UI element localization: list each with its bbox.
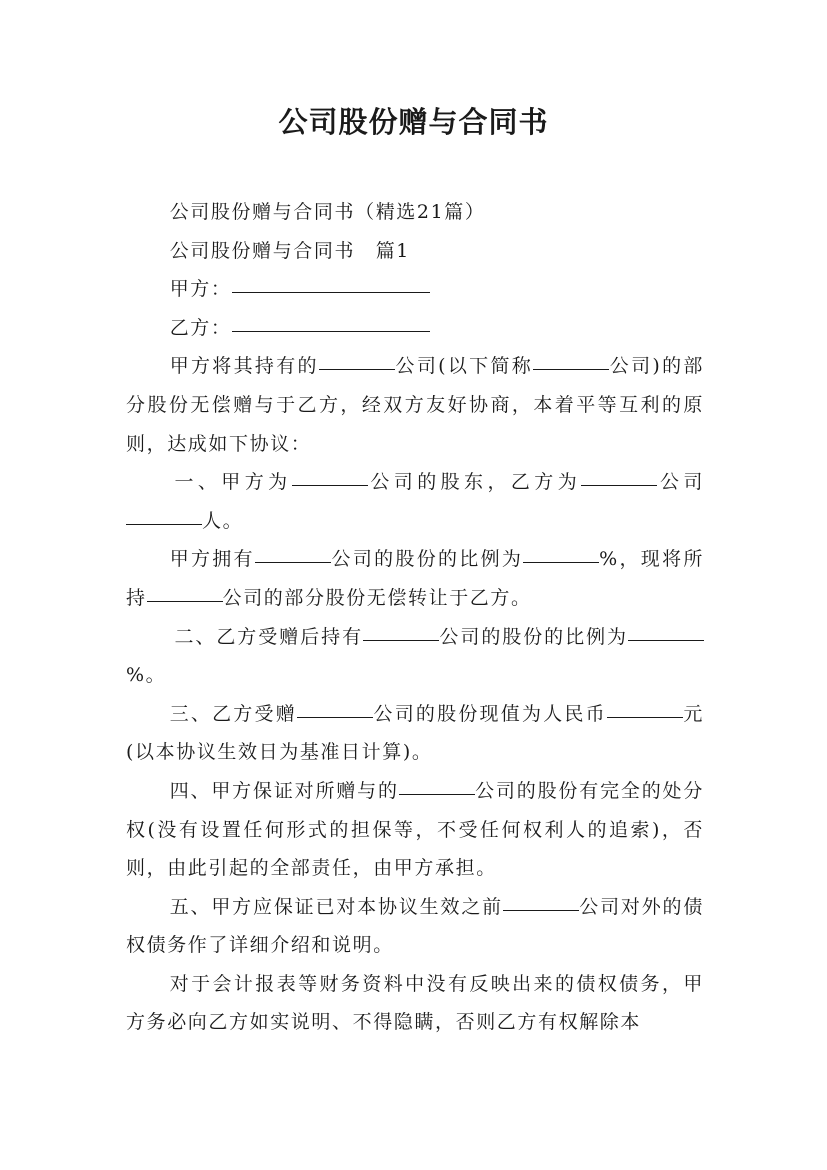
text-span: 公司的部分股份无偿转让于乙方。 [222, 586, 532, 609]
paragraph-section-heading: 公司股份赠与合同书 篇1 [169, 239, 410, 262]
text-span: 公司对外的债权债务作了详细介绍和说明。 [126, 895, 704, 957]
text-span: 公司的股份的比例为 [330, 548, 524, 571]
text-span: 公司的股份有完全的处分权(没有设置任何形式的担保等，不受任何权利人的追索)，否则，由此引起的全部责任，由甲方承担。 [126, 779, 704, 880]
fill-blank [581, 465, 657, 486]
text-span: 公司 [657, 471, 704, 494]
paragraph-clause-5 [126, 888, 704, 965]
fill-blank [607, 697, 683, 718]
text-span: 四、甲方保证对所赠与的 [169, 779, 399, 802]
text-span: 一、甲方为 [174, 471, 292, 494]
fill-blank [292, 465, 368, 486]
document-body [126, 193, 704, 1042]
paragraph-clause-5-detail: 对于会计报表等财务资料中没有反映出来的债权债务，甲方务必向乙方如实说明、不得隐瞒，否则乙方有权解除本 [126, 972, 704, 1034]
party-a-blank [232, 272, 430, 293]
text-span: 公司的股东，乙方为 [367, 471, 582, 494]
text-span: 甲方将其持有的 [169, 355, 319, 378]
fill-blank [319, 349, 395, 370]
text-span: 五、甲方应保证已对本协议生效之前 [169, 895, 503, 918]
paragraph-clause-4 [126, 772, 704, 888]
party-a-label: 甲方： [169, 278, 232, 301]
text-span: 公司的股份现值为人民币 [372, 702, 607, 725]
fill-blank [628, 620, 704, 641]
text-span: 公司)的部分股份无偿赠与于乙方，经双方友好协商，本着平等互利的原则，达成如下协议： [126, 355, 704, 455]
text-span: %，现将所持 [126, 548, 704, 609]
paragraph-clause-1 [126, 463, 704, 540]
paragraph-clause-3 [126, 695, 704, 772]
fill-blank [363, 620, 439, 641]
fill-blank [523, 542, 599, 563]
text-span: 公司(以下简称 [394, 355, 534, 378]
fill-blank [147, 581, 223, 602]
fill-blank [297, 697, 373, 718]
paragraph-clause-1-detail [126, 540, 704, 617]
paragraph-party-a [126, 270, 704, 309]
text-span: 元(以本协议生效日为基准日计算)。 [126, 702, 704, 764]
paragraph-preamble [126, 347, 704, 463]
text-span: 公司的股份的比例为 [439, 625, 629, 648]
text-span: 三、乙方受赠 [169, 702, 297, 725]
text-span: %。 [126, 664, 167, 687]
fill-blank [533, 349, 609, 370]
text-span: 甲方拥有 [169, 548, 255, 571]
document-title: 公司股份赠与合同书 [278, 105, 549, 139]
text-span: 人。 [202, 509, 244, 532]
paragraph-subtitle: 公司股份赠与合同书（精选21篇） [169, 201, 486, 223]
fill-blank [399, 774, 475, 795]
fill-blank [126, 504, 202, 525]
paragraph-party-b [126, 309, 704, 348]
party-b-blank [232, 311, 430, 332]
paragraph-clause-2 [126, 618, 704, 695]
fill-blank [255, 542, 331, 563]
fill-blank [503, 890, 579, 911]
party-b-label: 乙方： [169, 316, 232, 339]
text-span: 二、乙方受赠后持有 [174, 625, 364, 648]
